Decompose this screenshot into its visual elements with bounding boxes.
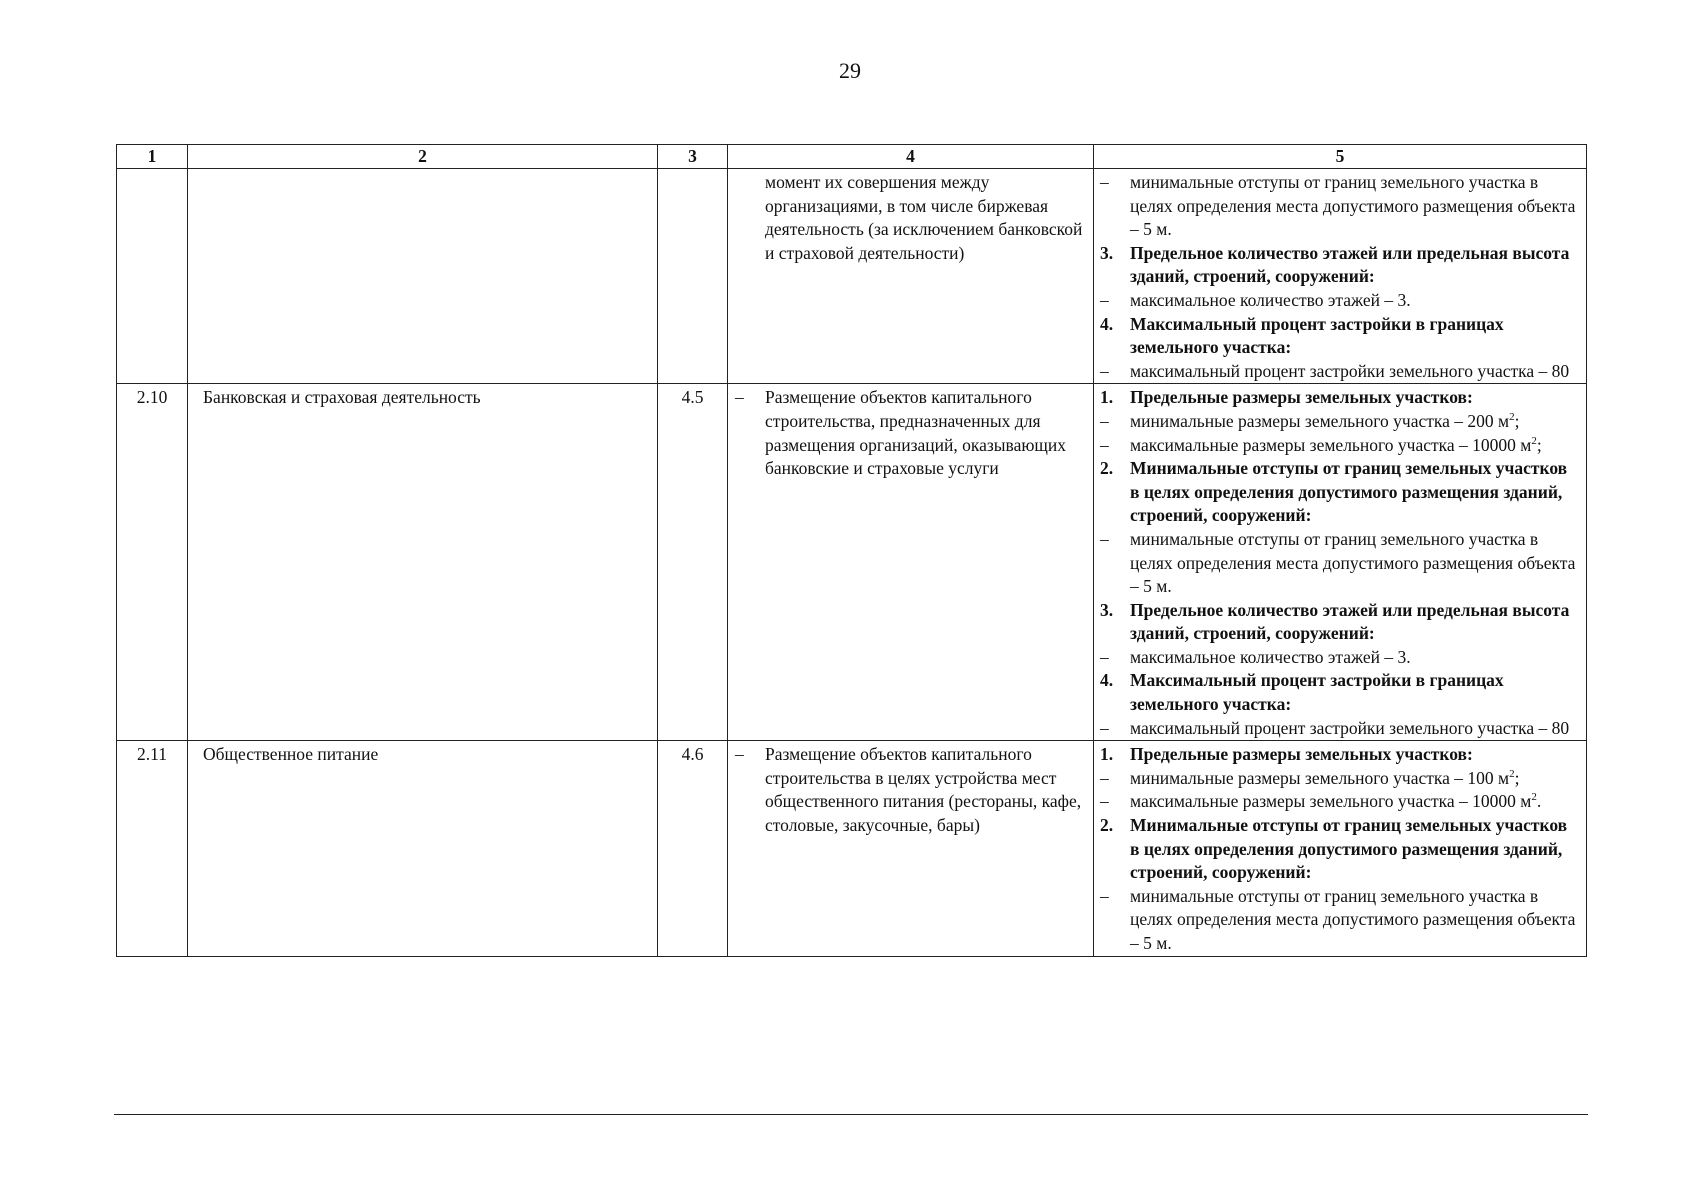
superscript: 2: [1531, 434, 1537, 447]
param-item: [1100, 289, 1580, 313]
use-type-name: Общественное питание: [188, 741, 658, 956]
superscript: 2: [1509, 411, 1515, 424]
use-type-name: Банковская и страховая деятельность: [188, 384, 658, 741]
table-row: [117, 169, 1587, 384]
bullet-dash: –: [1100, 791, 1109, 812]
param-value: максимальные размеры земельного участка – 10000 м: [1130, 791, 1532, 812]
use-description-cell: [728, 169, 1094, 384]
param-text: [1130, 434, 1580, 458]
param-item: [1100, 410, 1580, 434]
bullet-dash: –: [1100, 646, 1109, 667]
bottom-rule: [114, 1114, 1588, 1115]
param-heading: [1100, 814, 1580, 885]
use-type-name: [188, 169, 658, 384]
page-number: 29: [839, 58, 861, 83]
heading-number: 2.: [1100, 815, 1114, 836]
param-item: [1100, 528, 1580, 599]
header-col-5: 5: [1094, 145, 1587, 169]
bullet-dash: –: [1100, 410, 1109, 431]
param-item: [1100, 790, 1580, 814]
bullet-dash: –: [735, 744, 744, 765]
row-number: [117, 169, 188, 384]
param-heading-text: Максимальный процент застройки в границах земельного участка:: [1130, 313, 1504, 358]
param-item: [1100, 434, 1580, 458]
param-tail: .: [1536, 791, 1542, 812]
param-heading-text: Предельные размеры земельных участков:: [1130, 744, 1473, 765]
param-value: максимальные размеры земельного участка – 10000 м: [1130, 434, 1532, 455]
param-tail: ;: [1536, 434, 1542, 455]
param-text: минимальные отступы от границ земельного участка в целях определения места допустимого размещения объекта – 5 м.: [1130, 528, 1576, 597]
use-description: Размещение объектов капитального строительства, предназначенных для размещения организаций, оказывающих банковские и страховые услуги: [765, 387, 1067, 479]
row-number: 2.10: [117, 384, 188, 741]
use-description-item: [735, 386, 1087, 480]
param-text: минимальные отступы от границ земельного участка в целях определения места допустимого размещения объекта – 5 м.: [1130, 885, 1576, 953]
param-text: минимальные отступы от границ земельного участка в целях определения места допустимого размещения объекта – 5 м.: [1130, 172, 1576, 240]
param-text: максимальный процент застройки земельного участка – 80: [1130, 717, 1570, 738]
param-heading-text: Предельное количество этажей или предельная высота зданий, строений, сооружений:: [1130, 242, 1570, 287]
bullet-dash: –: [1100, 360, 1109, 381]
param-tail: ;: [1514, 410, 1520, 431]
param-item: [1100, 360, 1580, 384]
param-item: [1100, 717, 1580, 741]
param-heading-text: Предельные размеры земельных участков:: [1130, 387, 1473, 408]
heading-number: 3.: [1100, 242, 1114, 263]
param-tail: ;: [1514, 767, 1520, 788]
header-col-2: 2: [188, 145, 658, 169]
param-value: минимальные размеры земельного участка – 200 м: [1130, 410, 1510, 431]
heading-number: 1.: [1100, 744, 1114, 765]
param-item: [1100, 171, 1580, 242]
param-heading: [1100, 457, 1580, 528]
header-col-1: 1: [117, 145, 188, 169]
param-text: максимальное количество этажей – 3.: [1130, 289, 1411, 310]
param-heading: [1100, 669, 1580, 716]
bullet-dash: –: [1100, 172, 1109, 192]
table-row: [117, 384, 1587, 741]
heading-number: 3.: [1100, 599, 1114, 620]
use-description-cell: [728, 741, 1094, 956]
header-row: [117, 145, 1587, 169]
bullet-dash: –: [1100, 434, 1109, 455]
bullet-dash: –: [1100, 717, 1109, 738]
param-heading: [1100, 313, 1580, 360]
header-col-3: 3: [658, 145, 728, 169]
heading-number: 1.: [1100, 387, 1114, 408]
bullet-dash: –: [735, 387, 744, 408]
param-item: [1100, 885, 1580, 956]
bullet-dash: –: [1100, 885, 1109, 906]
bullet-dash: –: [1100, 767, 1109, 788]
param-item: [1100, 767, 1580, 791]
heading-number: 2.: [1100, 458, 1114, 479]
use-description: Размещение объектов капитального строительства в целях устройства мест общественного питания (рестораны, кафе, столовые, закусочные, бары): [765, 744, 1082, 836]
use-description-cell: [728, 384, 1094, 741]
param-value: минимальные размеры земельного участка – 100 м: [1130, 767, 1510, 788]
parameters-cell: [1094, 169, 1587, 384]
param-heading: [1100, 599, 1580, 646]
bullet-dash: –: [1100, 528, 1109, 549]
param-text: [1130, 767, 1580, 791]
superscript: 2: [1531, 791, 1537, 804]
param-heading-text: Минимальные отступы от границ земельных участков в целях определения допустимого размещения зданий, строений, сооружений:: [1130, 815, 1568, 883]
param-heading: [1100, 242, 1580, 289]
use-type-code: 4.5: [658, 384, 728, 741]
heading-number: 4.: [1100, 313, 1114, 334]
table-row: [117, 741, 1587, 956]
zoning-table: [116, 144, 1587, 957]
param-heading-text: Максимальный процент застройки в границах земельного участка:: [1130, 670, 1504, 715]
param-heading: [1100, 743, 1580, 767]
param-text: максимальный процент застройки земельного участка – 80: [1130, 360, 1570, 381]
bullet-dash: –: [1100, 289, 1109, 310]
use-type-code: [658, 169, 728, 384]
param-text: максимальное количество этажей – 3.: [1130, 646, 1411, 667]
use-description: момент их совершения между организациями, в том числе биржевая деятельность (за исключением банковской и страховой деятельности): [765, 172, 1083, 263]
param-heading: [1100, 386, 1580, 410]
use-description-item: [735, 743, 1087, 837]
parameters-cell: [1094, 384, 1587, 741]
heading-number: 4.: [1100, 670, 1114, 691]
param-text: [1130, 410, 1580, 434]
param-item: [1100, 646, 1580, 670]
use-type-code: 4.6: [658, 741, 728, 956]
superscript: 2: [1509, 768, 1515, 781]
param-heading-text: Минимальные отступы от границ земельных участков в целях определения допустимого размещения зданий, строений, сооружений:: [1130, 458, 1568, 526]
param-text: [1130, 790, 1580, 814]
param-heading-text: Предельное количество этажей или предельная высота зданий, строений, сооружений:: [1130, 599, 1570, 644]
header-col-4: 4: [728, 145, 1094, 169]
row-number: 2.11: [117, 741, 188, 956]
parameters-cell: [1094, 741, 1587, 956]
